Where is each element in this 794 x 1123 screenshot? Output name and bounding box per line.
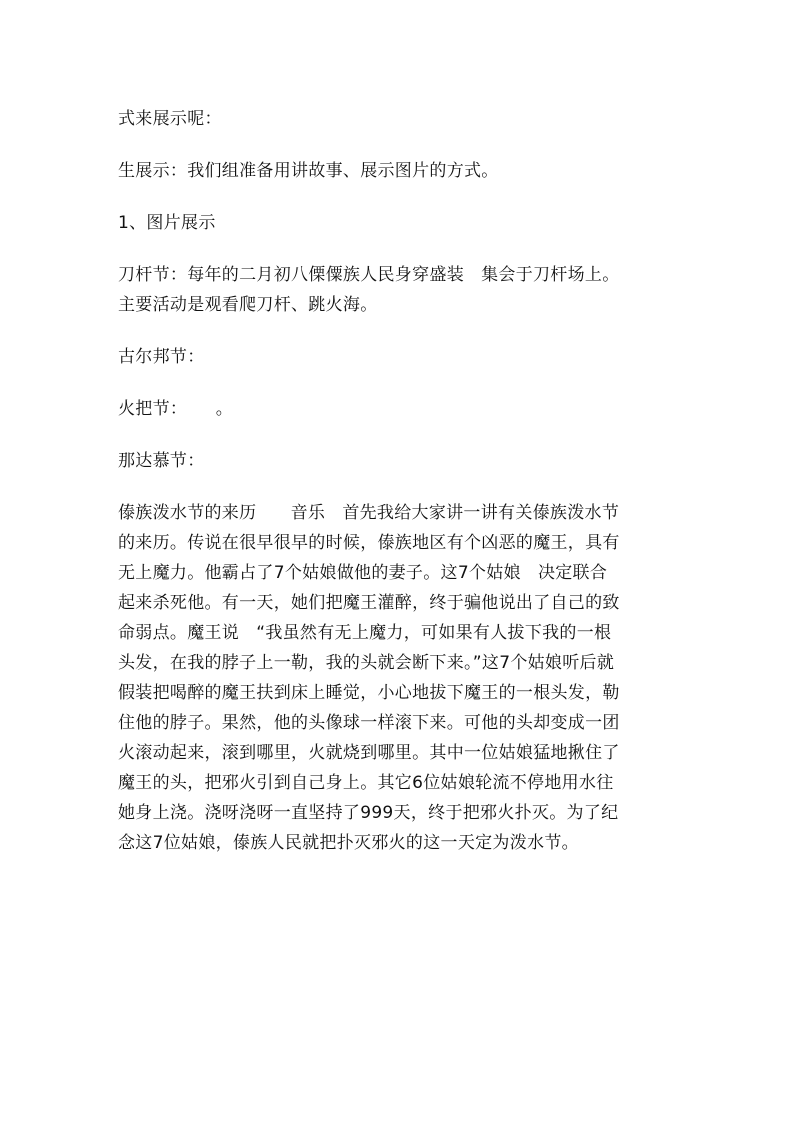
heading-picture-display: 1、图片展示 [118,213,216,233]
text-line: 念这7位姑娘，傣族人民就把扑灭邪火的这一天定为泼水节。 [118,833,579,853]
paragraph-daogan-festival [118,260,678,320]
paragraph-water-festival-story [118,498,678,858]
paragraph-naadam-festival: 那达慕节： [118,451,205,471]
text-line: 火滚动起来，滚到哪里，火就烧到哪里。其中一位姑娘猛地揪住了 [118,743,620,763]
text-line: 她身上浇。浇呀浇呀一直坚持了999天，终于把邪火扑灭。为了纪 [118,803,619,823]
paragraph-torch-festival: 火把节： 。 [118,399,234,419]
text-line: 头发，在我的脖子上一勒，我的头就会断下来。”这7个姑娘听后就 [118,653,615,673]
paragraph-gurbang-festival: 古尔邦节： [118,347,205,367]
text-line: 起来杀死他。有一天，她们把魔王灌醉，终于骗他说出了自己的致 [118,593,620,613]
text-line: 魔王的头，把邪火引到自己身上。其它6位姑娘轮流不停地用水往 [118,773,614,793]
text-line: 住他的脖子。果然，他的头像球一样滚下来。可他的头却变成一团 [118,713,620,733]
paragraph-student-presentation: 生展示：我们组准备用讲故事、展示图片的方式。 [118,161,499,181]
paragraph-intro-fragment: 式来展示呢： [118,109,222,129]
document-body [118,104,678,858]
text-line: 命弱点。魔王说 “我虽然有无上魔力，可如果有人拔下我的一根 [118,623,612,643]
text-line: 假装把喝醉的魔王扶到床上睡觉，小心地拔下魔王的一根头发，勒 [118,683,620,703]
text-line: 无上魔力。他霸占了7个姑娘做他的妻子。这7个姑娘 决定联合 [118,563,608,583]
text-line: 主要活动是观看爬刀杆、跳火海。 [118,295,378,315]
text-line: 傣族泼水节的来历 音乐 首先我给大家讲一讲有关傣族泼水节 [118,503,620,523]
text-line: 的来历。传说在很早很早的时候，傣族地区有个凶恶的魔王，具有 [118,533,620,553]
text-line: 刀杆节：每年的二月初八傈僳族人民身穿盛装 集会于刀杆场上。 [118,265,620,285]
